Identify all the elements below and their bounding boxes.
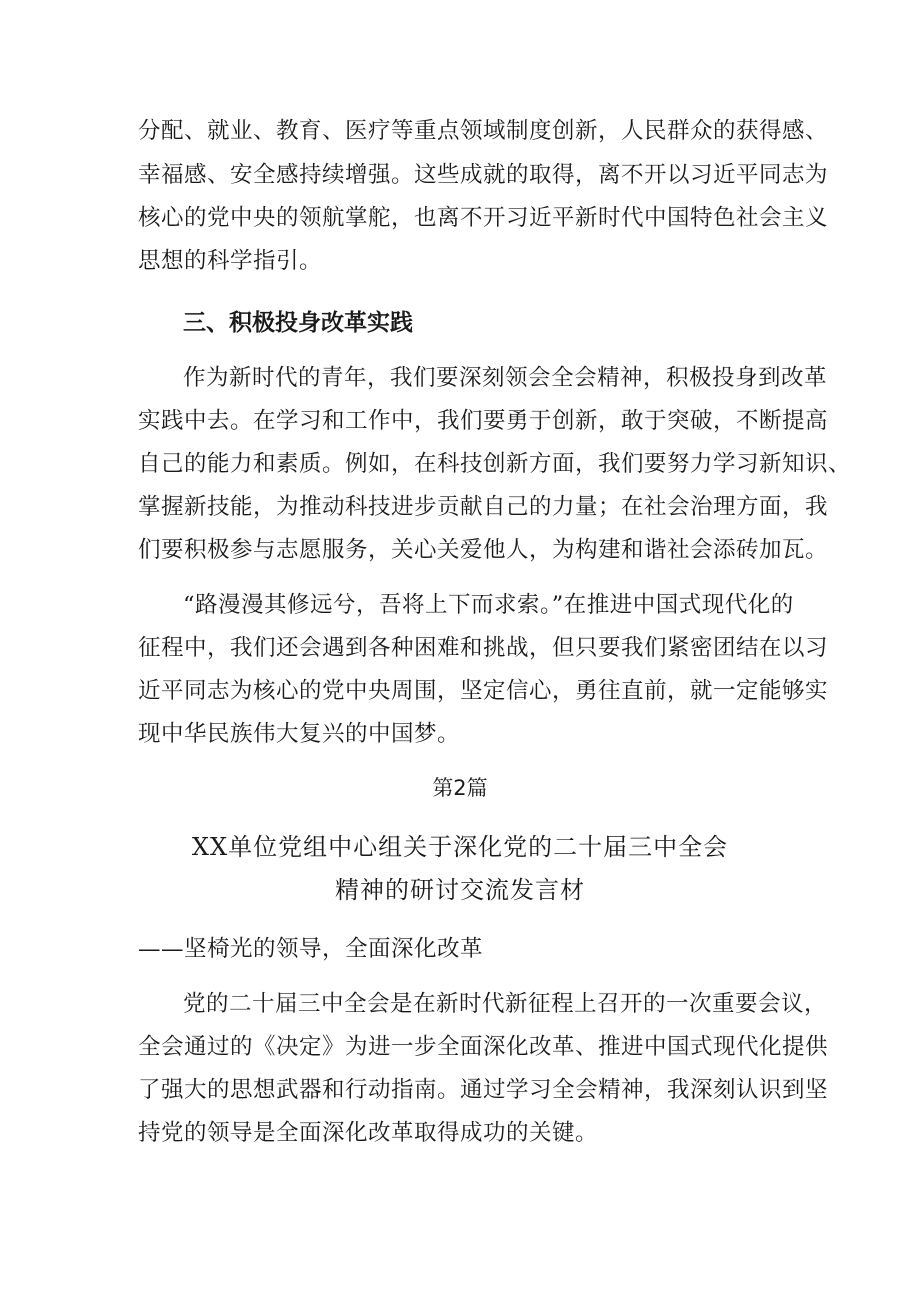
chapter-label: 第2篇 [432, 776, 488, 800]
paragraph-line: 思想的科学指引。 [138, 248, 323, 274]
document-title-line1: XX单位党组中心组关于深化党的二十届三中全会 [191, 833, 729, 861]
paragraph-line: 核心的党中央的领航掌舵，也离不开习近平新时代中国特色社会主义 [138, 205, 829, 231]
paragraph-line: 党的二十届三中全会是在新时代新征程上召开的一次重要会议， [183, 991, 828, 1017]
paragraph-line: 作为新时代的青年，我们要深刻领会全会精神，积极投身到改革 [183, 365, 828, 391]
paragraph-line: 征程中，我们还会遇到各种困难和挑战，但只要我们紧密团结在以习 [138, 635, 829, 661]
document-subtitle: ——坚椅光的领导，全面深化改革 [138, 936, 484, 962]
section-heading: 三、积极投身改革实践 [183, 310, 413, 336]
paragraph-line: “路漫漫其修远兮，吾将上下而求索。”在推进中国式现代化的 [183, 592, 794, 618]
document-title-line2: 精神的研讨交流发言材 [335, 876, 585, 904]
paragraph-line: 分配、就业、教育、医疗等重点领域制度创新，人民群众的获得感、 [138, 118, 829, 144]
paragraph-line: 近平同志为核心的党中央周围，坚定信心，勇往直前，就一定能够实 [138, 678, 829, 704]
paragraph-line: 掌握新技能，为推动科技进步贡献自己的力量；在社会治理方面，我 [138, 494, 829, 520]
paragraph-line: 持党的领导是全面深化改革取得成功的关键。 [138, 1120, 599, 1146]
paragraph-line: 们要积极参与志愿服务，关心关爱他人，为构建和谐社会添砖加瓦。 [138, 537, 829, 563]
paragraph-line: 了强大的思想武器和行动指南。通过学习全会精神，我深刻认识到坚 [138, 1077, 829, 1103]
paragraph-line: 实践中去。在学习和工作中，我们要勇于创新，敢于突破，不断提高 [138, 408, 829, 434]
paragraph-line: 现中华民族伟大复兴的中国梦。 [138, 721, 461, 747]
paragraph-line: 幸福感、安全感持续增强。这些成就的取得，离不开以习近平同志为 [138, 162, 829, 188]
paragraph-line: 自己的能力和素质。例如，在科技创新方面，我们要努力学习新知识、 [138, 451, 852, 477]
paragraph-line: 全会通过的《决定》为进一步全面深化改革、推进中国式现代化提供 [138, 1034, 829, 1060]
